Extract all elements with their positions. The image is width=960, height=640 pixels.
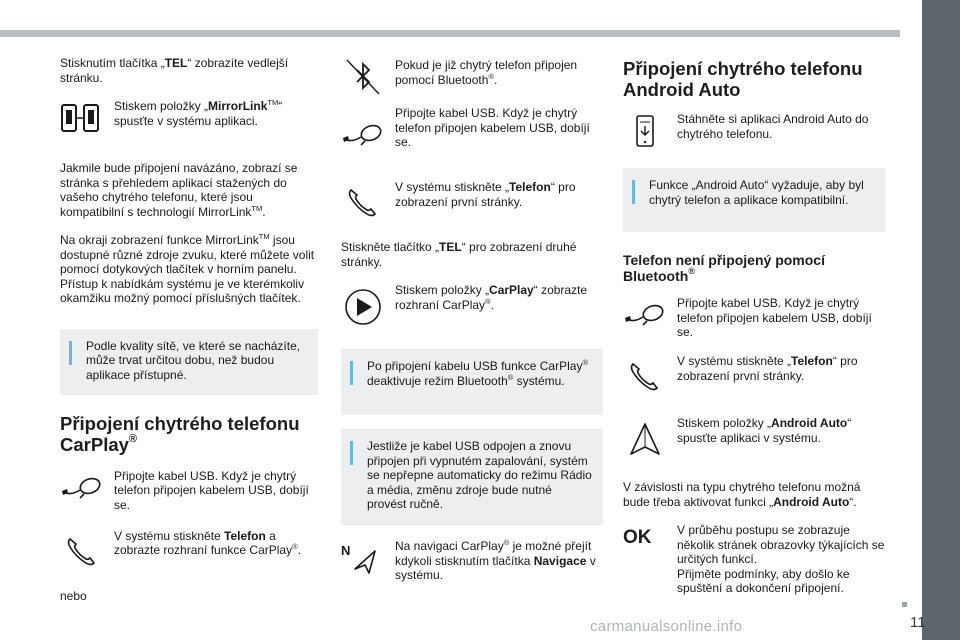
text: Stiskem položky „ [395,283,490,297]
text: je možné přejít kdykoli stisknutím tlačítka [395,539,592,568]
reg-mark: ® [582,358,588,367]
android-auto-step [623,416,885,468]
reg-mark: ® [503,538,510,547]
carplay-key: CarPlay [489,283,534,297]
bluetooth-step [341,58,603,104]
info-bar-icon [350,441,353,465]
bluetooth-icon [341,58,385,98]
heading-text: Připojení chytrého telefonu CarPlay [60,412,300,455]
note-text: Jestliže je kabel USB odpojen a znovu připojen při vypnutém zapalování, systém se nepřepne automaticky do režimu Rádio a média, změnu zdroje bude nutné provést ručně. [367,439,592,511]
navigace-key: Navigace [533,553,587,568]
telefon-key: Telefon [224,528,266,543]
text: a zobrazte rozhraní funkce CarPlay [114,528,293,557]
text: jsou dostupné různé zdroje zvuku, které můžete volit pomocí dotykových tlačítek v horním panelu. [60,233,315,276]
text: Stiskem položky „ [677,416,772,430]
info-bar-icon [69,341,72,365]
text: deaktivuje režim Bluetooth [367,373,508,388]
text: . [297,543,301,557]
watermark: carmanualsonline.info [590,618,743,635]
text: Na navigaci CarPlay [395,539,504,553]
tm-mark: TM [267,98,279,107]
reg-mark: ® [292,542,298,551]
tel-intro [60,56,318,85]
carplay-heading [60,413,318,455]
note-reconnect [341,429,603,525]
text: “. [849,494,857,509]
heading-text: Telefon není připojený pomocí Bluetooth [623,252,825,284]
mirrorlink-text [114,99,318,128]
download-text: Stáhněte si aplikaci Android Auto do chytrého telefonu. [677,112,869,141]
text: . [262,204,266,219]
text: Stiskem položky „ [114,99,209,113]
note-android [623,168,885,232]
text: Stisknutím tlačítka „ [60,56,165,70]
download-step [623,112,885,160]
telefon-key: Telefon [791,354,833,368]
text: Přístup k nabídkám systému je ve kterémkoliv okamžiku možný pomocí příslušných tlačítek. [60,276,305,305]
page-marker [902,602,907,607]
telefon-key: Telefon [509,180,551,194]
tel-key: TEL [164,56,188,70]
mirrorlink-icon [60,99,104,139]
reg-mark: ® [507,372,514,382]
usb-step [341,106,603,166]
bluetooth-text [395,58,603,87]
phone-handset-icon [623,354,667,394]
reg-mark: ® [488,71,494,81]
telefon-step [60,529,318,575]
note-usb [341,349,603,415]
carplay-text [395,283,603,312]
text: “ pro zobrazení první stránky. [395,180,576,209]
android-auto-text [677,416,885,445]
reg-mark: ® [485,296,491,306]
text: “ spusťte v systému aplikaci. [114,99,283,128]
column-2 [341,58,603,589]
ok-icon [623,527,667,567]
text: Pokud je již chytrý telefon připojen pomocí Bluetooth [395,58,578,87]
usb-text: Připojte kabel USB. Když je chytrý telefon připojen kabelem USB, dobíjí se. [677,296,872,339]
tm-mark: TM [251,203,263,213]
nav-step [341,539,603,589]
phone-handset-icon [60,529,104,569]
page-number: 11 [910,614,926,631]
android-auto-icon [623,420,667,460]
column-3 [623,58,885,605]
text: systému. [513,373,565,388]
info-bar-icon [350,361,353,385]
depends-text [623,480,885,509]
note-text: Funkce „Android Auto“ vyžaduje, aby byl chytrý telefon a aplikace kompatibilní. [649,178,864,207]
ok-label: OK [623,527,652,548]
text: V závislosti na typu chytrého telefonu možná bude třeba aktivovat funkci „ [623,480,861,509]
ok-text [677,523,885,596]
tm-mark: TM [258,232,270,241]
text: V průběhu postupu se zobrazuje několik stránek obrazovky týkajících se určitých funkcí. [677,523,885,566]
text: . [493,72,498,87]
navigation-arrow-icon [341,539,385,579]
usb-cable-icon [60,469,104,509]
text: “ spusťte aplikaci v systému. [677,416,852,445]
text: Přijměte podmínky, aby došlo ke spuštění a dokončení připojení. [677,566,850,595]
text: V systému stiskněte „ [395,180,510,194]
nav-letter: N [341,543,351,558]
nav-text [395,539,603,583]
text: Stiskněte tlačítko „ [341,240,440,254]
side-tab [922,0,960,640]
usb-step [623,296,885,344]
telefon-text [395,180,603,209]
telefon-step [623,354,885,412]
carplay-step [341,283,603,335]
text: “ zobrazíte vedlejší stránku. [60,56,289,85]
note-text: Podle kvality sítě, ve které se nacházíte, může trvat určitou dobu, než budou aplikace přístupné. [86,338,301,382]
note-quality [60,329,318,395]
text: v systému. [395,553,596,582]
text: V systému stiskněte [114,528,225,543]
usb-step [60,469,318,515]
header-rule [0,30,900,37]
nebo-text: nebo [60,589,87,603]
telefon-step [341,180,603,226]
text: “ pro zobrazení druhé stránky. [341,240,577,269]
tel-key: TEL [439,240,462,254]
phone-download-icon [623,112,667,152]
usb-text: Připojte kabel USB. Když je chytrý telefon připojen kabelem USB, dobíjí se. [114,468,309,512]
android-heading: Připojení chytrého telefonu Android Auto [623,58,863,100]
tel-second [341,240,603,269]
text: “ pro zobrazení první stránky. [677,354,858,383]
text: . [490,297,494,312]
usb-text: Připojte kabel USB. Když je chytrý telefon připojen kabelem USB, dobíjí se. [395,106,590,149]
text: Jakmile bude připojení navázáno, zobrazí se stránka s přehledem aplikací stažených do vašeho chytrého telefonu, které jsou kompatibilní s technologií MirrorLink [60,161,298,219]
text: “ zobrazte rozhraní CarPlay [395,283,588,312]
usb-cable-icon [623,296,667,336]
play-circle-icon [341,287,385,327]
android-auto-key: Android Auto [771,416,848,430]
reg-mark: ® [688,266,695,276]
reg-mark: ® [128,432,138,445]
mirrorlink-step [60,99,318,145]
edge-text [60,233,318,306]
usb-cable-icon [341,116,385,156]
connecting-text [60,161,318,219]
telefon-text [677,354,885,383]
android-auto-key: Android Auto [773,494,850,509]
ok-step [623,523,885,605]
info-bar-icon [632,180,635,204]
bluetooth-heading [623,252,885,284]
note-text [367,359,593,388]
text: V systému stiskněte „ [677,354,792,368]
mirrorlink-key: MirrorLink [208,99,268,113]
telefon-text [114,529,318,558]
text: Po připojení kabelu USB funkce CarPlay [367,359,583,373]
text: Na okraji zobrazení funkce MirrorLink [60,233,259,247]
column-1 [60,56,318,603]
phone-handset-icon [341,180,385,220]
